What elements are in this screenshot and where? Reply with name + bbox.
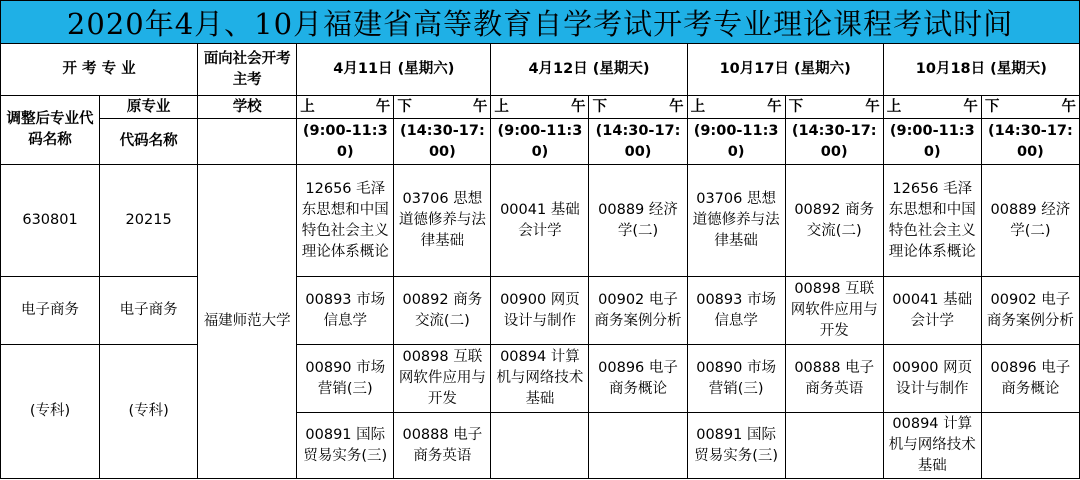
session-afternoon: 下 午 — [589, 96, 687, 119]
date-header: 4月12日 (星期天) — [491, 44, 687, 96]
orig-major-code: 20215 — [100, 165, 198, 277]
course-cell: 00041 基础会计学 — [491, 165, 589, 277]
course-cell: 00892 商务交流(二) — [394, 277, 491, 345]
course-row-2 — [1, 277, 1080, 345]
adj-major-code-header: 调整后专业代码名称 — [1, 96, 100, 165]
course-cell — [981, 413, 1079, 479]
course-cell: 00902 电子商务案例分析 — [589, 277, 687, 345]
page-title: 2020年4月、10月福建省高等教育自学考试开考专业理论课程考试时间 — [0, 0, 1080, 44]
course-cell: 00889 经济学(二) — [981, 165, 1079, 277]
course-cell: 00896 电子商务概论 — [981, 345, 1079, 413]
course-cell: 00893 市场信息学 — [297, 277, 394, 345]
course-row-3 — [1, 345, 1080, 413]
adj-major-name: 电子商务 — [1, 277, 100, 345]
header-row-3 — [1, 119, 1080, 165]
course-row-1 — [1, 165, 1080, 277]
course-cell: 00902 电子商务案例分析 — [981, 277, 1079, 345]
orig-major-level: (专科) — [100, 345, 198, 479]
course-cell: 00894 计算机与网络技术基础 — [883, 413, 981, 479]
course-cell — [589, 413, 687, 479]
course-cell: 00891 国际贸易实务(三) — [297, 413, 394, 479]
course-cell: 00900 网页设计与制作 — [883, 345, 981, 413]
session-afternoon: 下 午 — [785, 96, 883, 119]
date-header: 10月18日 (星期天) — [883, 44, 1079, 96]
header-row-2 — [1, 96, 1080, 119]
course-cell: 00894 计算机与网络技术基础 — [491, 345, 589, 413]
afternoon-time: (14:30-17:00) — [589, 119, 687, 165]
course-cell: 00898 互联网软件应用与开发 — [394, 345, 491, 413]
morning-time: (9:00-11:30) — [687, 119, 785, 165]
course-cell: 00890 市场营销(三) — [687, 345, 785, 413]
orig-code-name-header: 代码名称 — [100, 119, 198, 165]
session-morning: 上 午 — [687, 96, 785, 119]
session-morning: 上 午 — [491, 96, 589, 119]
course-cell: 00892 商务交流(二) — [785, 165, 883, 277]
open-major-header: 开 考 专 业 — [1, 44, 198, 96]
course-cell: 00893 市场信息学 — [687, 277, 785, 345]
orig-major-name: 电子商务 — [100, 277, 198, 345]
course-cell: 00900 网页设计与制作 — [491, 277, 589, 345]
session-afternoon: 下 午 — [981, 96, 1079, 119]
course-cell: 03706 思想道德修养与法律基础 — [394, 165, 491, 277]
date-header: 4月11日 (星期六) — [297, 44, 491, 96]
afternoon-time: (14:30-17:00) — [785, 119, 883, 165]
course-cell: 00890 市场营销(三) — [297, 345, 394, 413]
school-blank-cell — [198, 119, 297, 165]
school-name: 福建师范大学 — [198, 165, 297, 479]
course-cell: 03706 思想道德修养与法律基础 — [687, 165, 785, 277]
afternoon-time: (14:30-17:00) — [394, 119, 491, 165]
course-cell — [491, 413, 589, 479]
adj-major-level: (专科) — [1, 345, 100, 479]
header-row-1 — [1, 44, 1080, 96]
adj-major-code: 630801 — [1, 165, 100, 277]
course-cell: 00888 电子商务英语 — [785, 345, 883, 413]
course-cell: 12656 毛泽东思想和中国特色社会主义理论体系概论 — [883, 165, 981, 277]
afternoon-time: (14:30-17:00) — [981, 119, 1079, 165]
course-cell: 00898 互联网软件应用与开发 — [785, 277, 883, 345]
morning-time: (9:00-11:30) — [297, 119, 394, 165]
session-morning: 上 午 — [297, 96, 394, 119]
morning-time: (9:00-11:30) — [491, 119, 589, 165]
course-cell: 00041 基础会计学 — [883, 277, 981, 345]
course-cell — [785, 413, 883, 479]
session-morning: 上 午 — [883, 96, 981, 119]
date-header: 10月17日 (星期六) — [687, 44, 883, 96]
school-col-header: 面向社会开考主考 — [198, 44, 297, 96]
orig-major-header: 原专业 — [100, 96, 198, 119]
course-cell: 00889 经济学(二) — [589, 165, 687, 277]
course-cell: 12656 毛泽东思想和中国特色社会主义理论体系概论 — [297, 165, 394, 277]
course-cell: 00888 电子商务英语 — [394, 413, 491, 479]
course-cell: 00891 国际贸易实务(三) — [687, 413, 785, 479]
schedule-table — [0, 43, 1080, 479]
school-label: 学校 — [198, 96, 297, 119]
morning-time: (9:00-11:30) — [883, 119, 981, 165]
course-cell: 00896 电子商务概论 — [589, 345, 687, 413]
session-afternoon: 下 午 — [394, 96, 491, 119]
